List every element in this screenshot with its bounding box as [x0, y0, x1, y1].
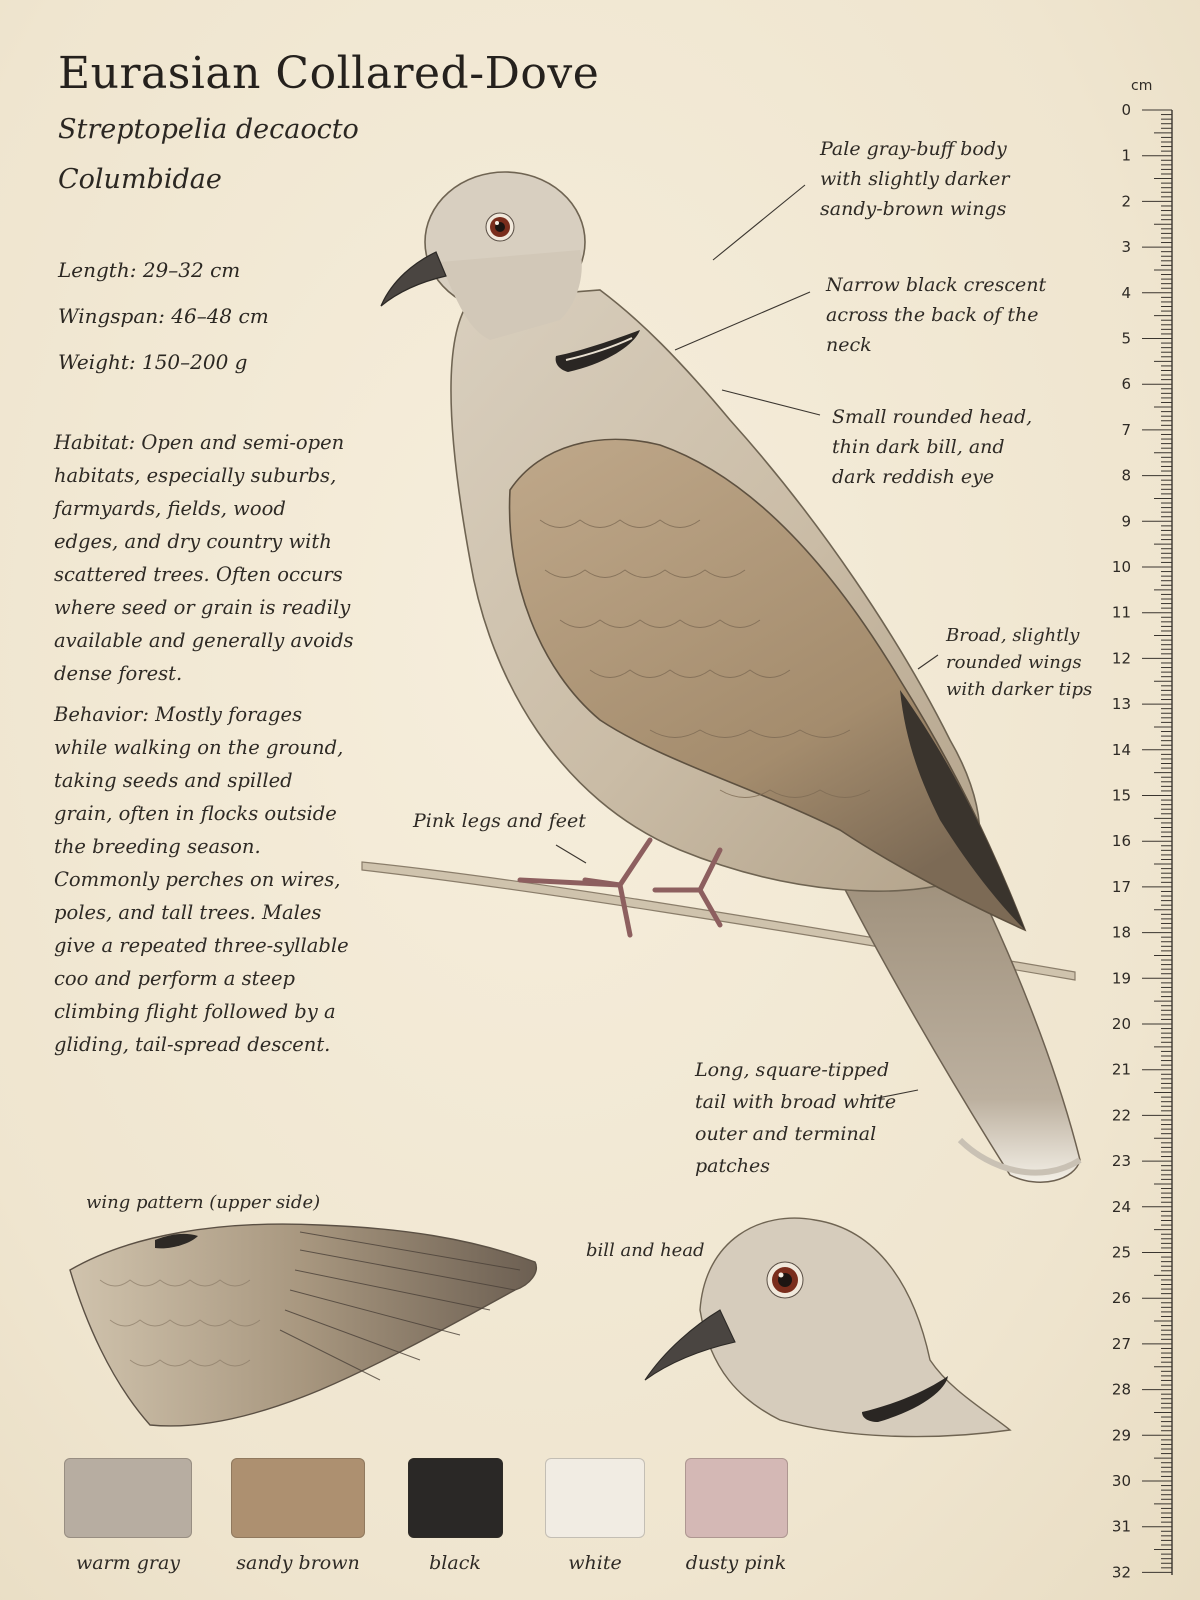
swatch-label-warm-gray: warm gray: [75, 1552, 181, 1574]
ruler-tick-label: 25: [1111, 1243, 1131, 1262]
weight-stat: Weight: 150–200 g: [58, 350, 248, 374]
ruler-tick-label: 16: [1111, 832, 1131, 851]
swatch-white: [545, 1458, 645, 1538]
behavior-paragraph: Behavior: Mostly forages while walking on the ground, taking seeds and spilled grain, often in flocks outside the breeding season. Commonly perches on wires, poles, and tall trees. Males give a repeated three-syllable coo and perform a steep climbing flight followed by a gliding, tail-spread descent.: [54, 703, 349, 1056]
ruler-tick-label: 26: [1111, 1289, 1131, 1308]
ruler-tick-label: 6: [1121, 375, 1131, 394]
ruler-tick-label: 30: [1111, 1472, 1131, 1490]
measurement-ruler: [1112, 101, 1172, 1581]
ruler-tick-label: 17: [1111, 877, 1131, 896]
ruler-tick-label: 12: [1111, 649, 1131, 668]
habitat-paragraph: Habitat: Open and semi-open habitats, especially suburbs, farmyards, fields, wood edges, and dry country with scattered trees. Often occurs where seed or grain is readily available and generally avoids dense forest.: [54, 431, 354, 685]
swatch-warm-gray: [64, 1458, 192, 1538]
ruler-tick-label: 24: [1111, 1197, 1131, 1216]
ruler-tick-label: 7: [1121, 420, 1131, 439]
page-title: Eurasian Collared-Dove: [58, 48, 600, 99]
ruler-tick-label: 29: [1111, 1426, 1131, 1445]
wing-pattern-illustration: [70, 1224, 536, 1426]
ruler-tick-label: 31: [1111, 1517, 1131, 1536]
ruler-tick-label: 22: [1111, 1106, 1131, 1125]
ruler-tick-label: 0: [1121, 101, 1131, 119]
ruler-tick-label: 27: [1111, 1334, 1131, 1353]
family-name: Columbidae: [58, 164, 222, 195]
ruler-tick-label: 28: [1111, 1380, 1131, 1399]
wing-pattern-label: wing pattern (upper side): [86, 1192, 321, 1213]
ruler-tick-label: 5: [1121, 329, 1131, 348]
ruler-tick-label: 14: [1111, 740, 1131, 759]
annotation-collar: Narrow black crescent across the back of the neck: [826, 274, 1047, 356]
scientific-name: Streptopelia decaocto: [58, 114, 359, 145]
ruler-tick-label: 9: [1121, 512, 1131, 531]
ruler-tick-label: 10: [1111, 558, 1131, 576]
ruler-tick-label: 8: [1121, 466, 1131, 485]
ruler-tick-label: 21: [1111, 1060, 1131, 1079]
ruler-tick-label: 15: [1111, 786, 1131, 805]
swatch-label-white: white: [568, 1552, 622, 1574]
ruler-tick-label: 11: [1111, 603, 1131, 622]
swatch-label-black: black: [429, 1552, 481, 1574]
annotation-head: Small rounded head, thin dark bill, and dark reddish eye: [832, 406, 1033, 488]
ruler-tick-label: 13: [1111, 695, 1131, 714]
swatch-black: [408, 1458, 503, 1538]
annotation-legs: Pink legs and feet: [413, 810, 586, 832]
annotation-wings: Broad, slightly rounded wings with darker tips: [946, 625, 1093, 700]
head-detail-label: bill and head: [586, 1240, 705, 1261]
ruler-tick-label: 4: [1121, 283, 1131, 302]
ruler-tick-label: 18: [1111, 923, 1131, 942]
swatch-label-dusty-pink: dusty pink: [685, 1552, 787, 1574]
swatch-dusty-pink: [685, 1458, 788, 1538]
ruler-tick-label: 1: [1121, 146, 1131, 165]
ruler-tick-label: 32: [1111, 1563, 1131, 1582]
ruler-tick-label: 20: [1111, 1015, 1131, 1033]
length-stat: Length: 29–32 cm: [58, 258, 241, 282]
ruler-tick-label: 19: [1111, 969, 1131, 988]
swatch-sandy-brown: [231, 1458, 365, 1538]
wingspan-stat: Wingspan: 46–48 cm: [58, 304, 269, 328]
ruler-tick-label: 3: [1121, 238, 1131, 257]
swatch-label-sandy-brown: sandy brown: [236, 1552, 360, 1574]
annotation-tail: Long, square-tipped tail with broad white outer and terminal patches: [695, 1059, 897, 1177]
ruler-tick-label: 2: [1121, 192, 1131, 211]
annotation-body: Pale gray-buff body with slightly darker sandy-brown wings: [820, 138, 1010, 220]
ruler-unit-label: cm: [1131, 78, 1153, 94]
ruler-tick-label: 23: [1111, 1152, 1131, 1171]
